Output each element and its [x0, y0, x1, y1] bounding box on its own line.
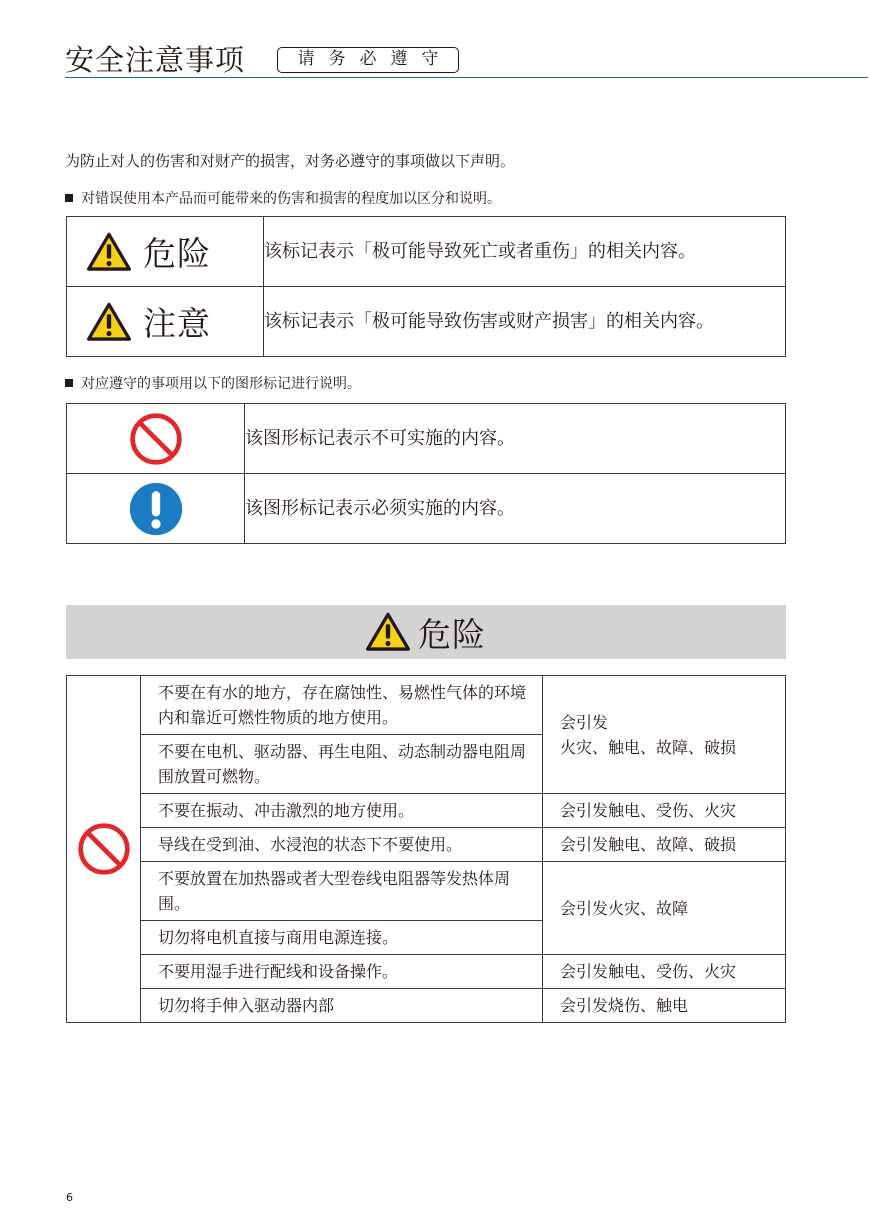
table-row [67, 989, 786, 1023]
mandatory-icon [128, 481, 184, 537]
table-row [67, 794, 786, 828]
prohibition-icon [128, 411, 184, 467]
danger-action: 不要在电机、驱动器、再生电阻、动态制动器电阻周围放置可燃物。 [141, 735, 543, 794]
signal-desc-danger: 该标记表示「极可能导致死亡或者重伤」的相关内容。 [264, 217, 786, 287]
table-row [67, 862, 786, 921]
table-row [67, 676, 786, 735]
signal-row-danger [67, 217, 786, 287]
must-observe-badge: 请务必遵守 [277, 47, 459, 73]
signal-word-caution: 注意 [143, 304, 211, 343]
signal-row-caution [67, 287, 786, 357]
page-title: 安全注意事项 [65, 43, 246, 77]
note-1-text: 对错误使用本产品而可能带来的伤害和损害的程度加以区分和说明。 [81, 191, 501, 207]
bullet-square-icon [65, 379, 73, 387]
table-row [67, 955, 786, 989]
danger-result: 会引发 火灾、触电、故障、破损 [543, 676, 786, 794]
danger-banner-title: 危险 [418, 614, 486, 654]
signal-desc-caution: 该标记表示「极可能导致伤害或财产损害」的相关内容。 [264, 287, 786, 357]
danger-result: 会引发触电、受伤、火灾 [543, 794, 786, 828]
symbol-row-prohibition [67, 404, 786, 474]
warning-triangle-icon [87, 302, 131, 342]
note-2-text: 对应遵守的事项用以下的图形标记进行说明。 [81, 376, 361, 392]
note-2 [65, 374, 361, 394]
danger-result: 会引发触电、故障、破损 [543, 828, 786, 862]
symbol-desc-mandatory: 该图形标记表示必须实施的内容。 [245, 474, 786, 544]
symbol-table [66, 403, 786, 544]
danger-action: 不要在有水的地方，存在腐蚀性、易燃性气体的环境内和靠近可燃性物质的地方使用。 [141, 676, 543, 735]
page-number: 6 [66, 1191, 73, 1204]
warning-triangle-icon [366, 612, 410, 652]
danger-result: 会引发烧伤、触电 [543, 989, 786, 1023]
signal-word-table [66, 216, 786, 357]
danger-action: 导线在受到油、水浸泡的状态下不要使用。 [141, 828, 543, 862]
signal-word-danger: 危险 [143, 234, 211, 273]
danger-action: 切勿将电机直接与商用电源连接。 [141, 921, 543, 955]
danger-result: 会引发火灾、故障 [543, 862, 786, 955]
danger-table [66, 675, 786, 1023]
note-1 [65, 189, 501, 209]
danger-action: 不要用湿手进行配线和设备操作。 [141, 955, 543, 989]
danger-banner [66, 605, 786, 659]
danger-action: 切勿将手伸入驱动器内部 [141, 989, 543, 1023]
table-row [67, 828, 786, 862]
intro-text: 为防止对人的伤害和对财产的损害，对务必遵守的事项做以下声明。 [65, 152, 516, 170]
danger-result: 会引发触电、受伤、火灾 [543, 955, 786, 989]
symbol-row-mandatory [67, 474, 786, 544]
danger-action: 不要在振动、冲击激烈的地方使用。 [141, 794, 543, 828]
symbol-desc-prohibition: 该图形标记表示不可实施的内容。 [245, 404, 786, 474]
title-rule [65, 77, 868, 78]
bullet-square-icon [65, 194, 73, 202]
prohibition-icon [76, 821, 132, 877]
danger-action: 不要放置在加热器或者大型卷线电阻器等发热体周围。 [141, 862, 543, 921]
warning-triangle-icon [87, 232, 131, 272]
